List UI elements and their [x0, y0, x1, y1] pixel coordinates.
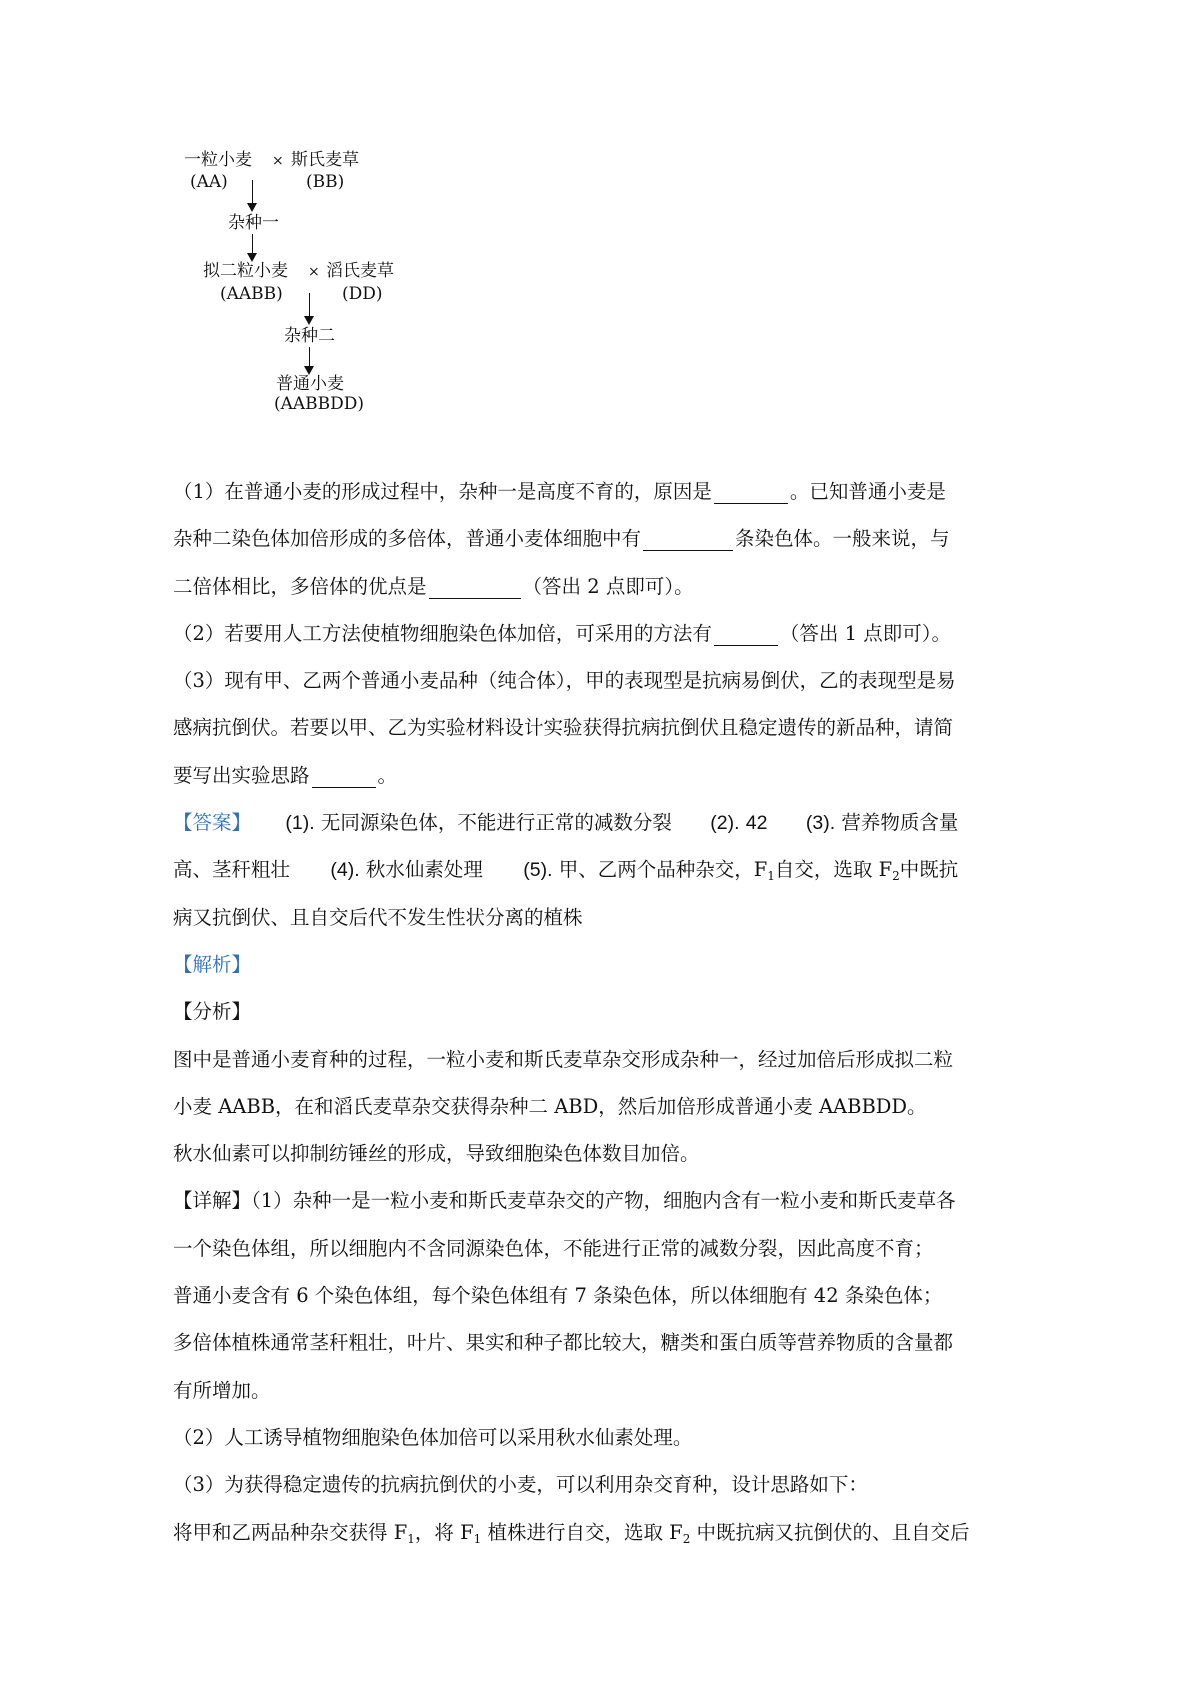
- detail-paragraph: 一个染色体组，所以细胞内不含同源染色体，不能进行正常的减数分裂，因此高度不育；: [173, 1236, 934, 1260]
- question-3-line: （3）现有甲、乙两个普通小麦品种（纯合体），甲的表现型是抗病易倒伏，乙的表现型是易: [173, 669, 956, 693]
- detail-paragraph: （2）人工诱导植物细胞染色体加倍可以采用秋水仙素处理。: [173, 1425, 693, 1449]
- detail-paragraph: 普通小麦含有 6 个染色体组，每个染色体组有 7 条染色体，所以体细胞有 42 条染色体；: [173, 1284, 943, 1308]
- question-3-line: 感病抗倒伏。若要以甲、乙为实验材料设计实验获得抗病抗倒伏且稳定遗传的新品种，请简: [173, 716, 954, 740]
- answer-line: 【答案】 (1). 无同源染色体，不能进行正常的减数分裂 (2). 42 (3). 营养物质含量: [173, 811, 959, 835]
- question-1-line: 杂种二染色体加倍形成的多倍体，普通小麦体细胞中有 条染色体。一般来说，与: [173, 527, 950, 551]
- answer-blank: [429, 576, 521, 599]
- question-3-line: 要写出实验思路 。: [173, 763, 398, 787]
- cross-symbol-2: ×: [308, 264, 320, 280]
- question-1-line: （1）在普通小麦的形成过程中，杂种一是高度不育的，原因是 。已知普通小麦是: [173, 480, 946, 503]
- detail-paragraph: 有所增加。: [173, 1378, 271, 1402]
- detail-tag: 【详解】: [173, 1189, 252, 1213]
- analysis-tag: 【解析】: [173, 952, 252, 976]
- analysis-heading: [173, 941, 1043, 988]
- parent-wild-emmer: 拟二粒小麦: [203, 261, 288, 281]
- hybrid-two: 杂种二: [284, 326, 335, 346]
- answer-blank: [312, 765, 376, 788]
- genotype-dd: (DD): [342, 284, 383, 304]
- analysis-paragraph: 小麦 AABB，在和滔氏麦草杂交获得杂种二 ABD，然后加倍形成普通小麦 AABBDD。: [173, 1094, 927, 1118]
- genotype-aa: (AA): [190, 172, 228, 192]
- parent-aegilops-tauschii: 滔氏麦草: [326, 261, 394, 281]
- arrow-down-icon: [309, 347, 310, 373]
- answer-tag: 【答案】: [173, 811, 252, 835]
- document-body: [173, 468, 1043, 1556]
- fenxi-heading: 【分析】: [173, 1000, 252, 1024]
- cross-symbol-1: ×: [272, 153, 284, 169]
- genotype-aabbdd: (AABBDD): [274, 394, 365, 414]
- genotype-aabb: (AABB): [220, 284, 283, 304]
- answer-line: 病又抗倒伏、且自交后代不发生性状分离的植株: [173, 905, 583, 929]
- answer-blank: [643, 528, 733, 551]
- common-wheat: 普通小麦: [276, 374, 344, 394]
- answer-blank: [714, 623, 778, 646]
- breeding-diagram: [150, 150, 450, 450]
- detail-paragraph: 将甲和乙两品种杂交获得 $F_1$，将 $F_1$ 植株进行自交，选取 $F_2$ 中既抗病又抗倒伏的、且自交后: [173, 1520, 970, 1546]
- arrow-down-icon: [252, 180, 253, 210]
- answer-blank: [714, 481, 788, 504]
- analysis-paragraph: 图中是普通小麦育种的过程，一粒小麦和斯氏麦草杂交形成杂种一，经过加倍后形成拟二粒: [173, 1047, 954, 1071]
- genotype-bb: (BB): [306, 172, 345, 192]
- detail-paragraph: 多倍体植株通常茎秆粗壮，叶片、果实和种子都比较大，糖类和蛋白质等营养物质的含量都: [173, 1331, 954, 1355]
- answer-line: 高、茎秆粗壮 (4). 秋水仙素处理 (5). 甲、乙两个品种杂交，$F_1$自交，选取 $F_2$中既抗: [173, 858, 959, 884]
- question-2-line: （2）若要用人工方法使植物细胞染色体加倍，可采用的方法有 （答出 1 点即可）。: [173, 621, 951, 645]
- parent-aegilops-speltoides: 斯氏麦草: [291, 150, 359, 170]
- question-1-line: 二倍体相比，多倍体的优点是 （答出 2 点即可）。: [173, 574, 694, 598]
- arrow-down-icon: [309, 293, 310, 323]
- detail-paragraph: 【详解】（1）杂种一是一粒小麦和斯氏麦草杂交的产物，细胞内含有一粒小麦和斯氏麦草各: [173, 1189, 956, 1213]
- hybrid-one: 杂种一: [228, 213, 279, 233]
- detail-paragraph: （3）为获得稳定遗传的抗病抗倒伏的小麦，可以利用杂交育种，设计思路如下：: [173, 1473, 868, 1497]
- analysis-paragraph: 秋水仙素可以抑制纺锤丝的形成，导致细胞染色体数目加倍。: [173, 1142, 700, 1166]
- arrow-down-icon: [252, 234, 253, 260]
- parent-einkorn: 一粒小麦: [184, 150, 252, 170]
